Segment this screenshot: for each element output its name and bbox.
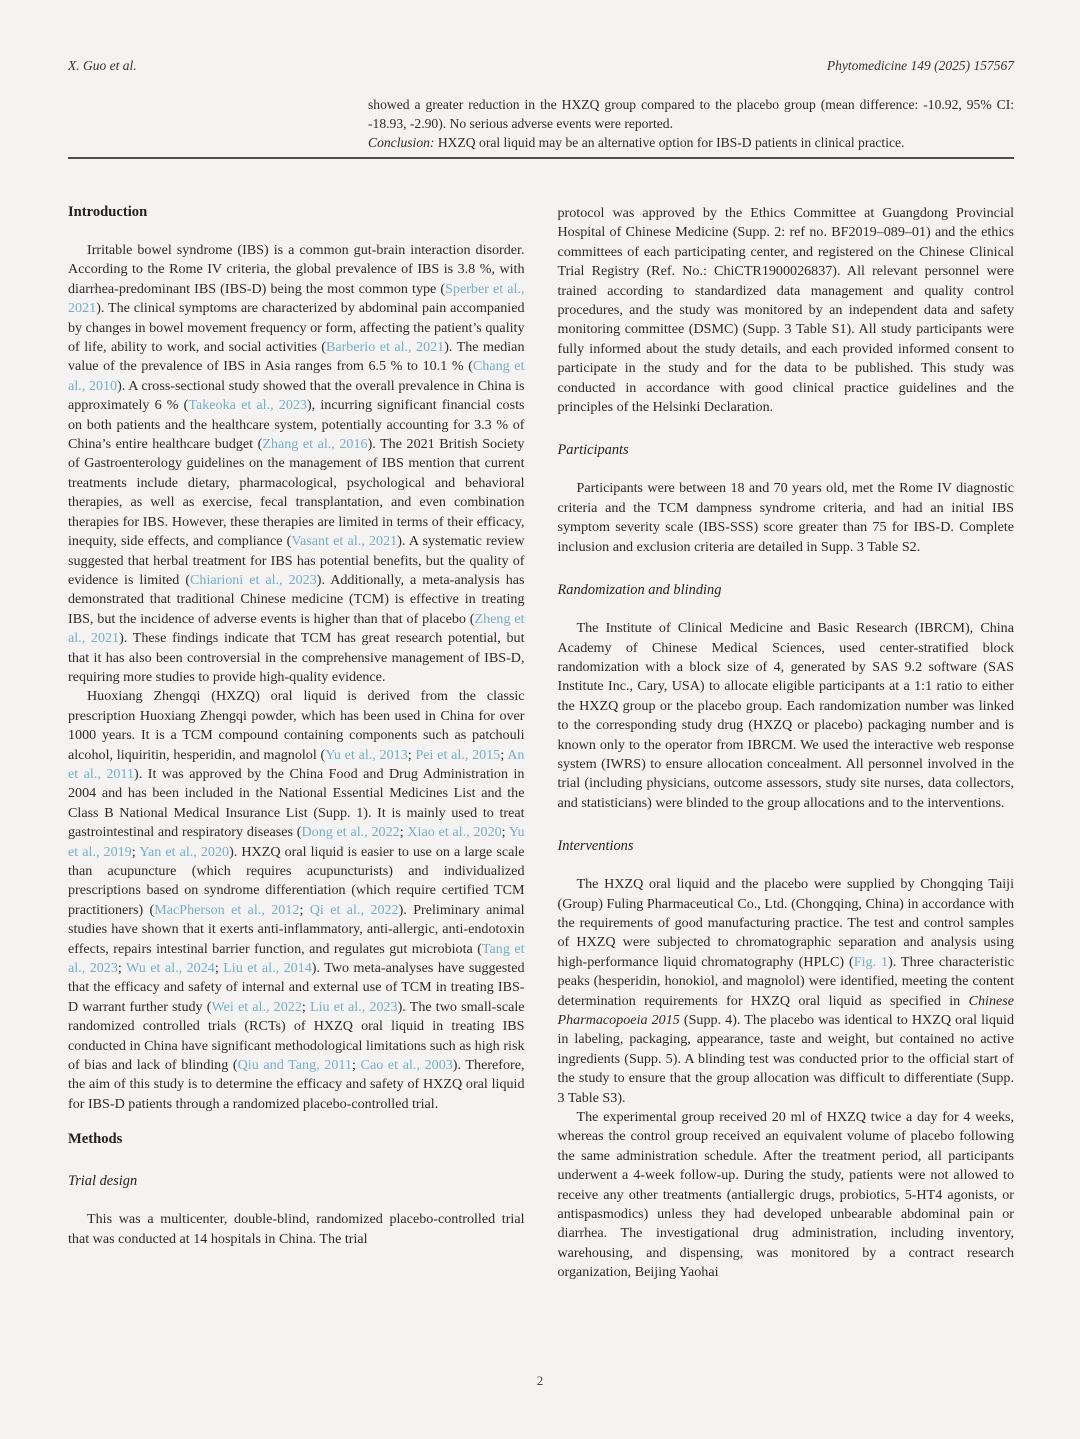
header-divider [68, 157, 1014, 159]
text-run: ). It was approved by the China Food and Drug Administration in 2004 and has been included in the National Essential Medicines List and the Class B National Medical Insurance List (Supp. 1). It is mainly used to treat gastrointestinal and respiratory diseases ( [68, 765, 525, 841]
text-run: ). Therefore, the aim of this study is to determine the efficacy and safety of HXZQ oral liquid for IBS-D patients through a randomized placebo-controlled trial. [68, 1057, 525, 1112]
italic-text: Chinese Pharmacopoeia 2015 [557, 992, 1014, 1028]
citation-link[interactable]: Yu et al., 2013 [325, 746, 408, 763]
conclusion-label: Conclusion: [368, 135, 435, 151]
paragraph [558, 619, 1015, 813]
text-run: ). Additionally, a meta-analysis has demonstrated that traditional Chinese medicine (TCM) is effective in treating IBS, but the incidence of adverse events is higher than that of placebo ( [68, 571, 525, 627]
citation-link[interactable]: Yu et al., 2019 [68, 824, 525, 860]
subsection-heading: Trial design [68, 1173, 138, 1190]
text-run: ). These findings indicate that TCM has great research potential, but that it has also been controversial in the comprehensive management of IBS-D, requiring more studies to provide high-quality evidence. [68, 630, 525, 685]
text-run: The Institute of Clinical Medicine and Basic Research (IBRCM), China Academy of Chinese Medical Sciences, used center-stratified block randomization with a block size of 4, generated by SAS 9.2 software (SAS Institute Inc., Cary, USA) to allocate eligible participants at a 1:1 ratio to either the HXZQ group or the placebo group. Each randomization number was linked to the corresponding study drug (HXZQ or placebo) packaging number and is known only to the operator from IBRCM. We used the interactive web response system (IWRS) to ensure allocation concealment. All personnel involved in the trial (including physicians, outcome assessors, study site nurses, data collectors, and statisticians) were blinded to the group allocations and to the interventions. [557, 620, 1014, 811]
citation-link[interactable]: Chang et al., 2010 [68, 358, 525, 394]
citation-link[interactable]: Wu et al., 2024 [126, 960, 215, 977]
citation-link[interactable]: Wei et al., 2022 [211, 998, 302, 1015]
section-heading: Introduction [68, 204, 148, 220]
paragraph [558, 479, 1015, 557]
section-heading: Methods [68, 1131, 123, 1148]
conclusion-text: HXZQ oral liquid may be an alternative option for IBS-D patients in clinical practice. [434, 135, 905, 151]
citation-link[interactable]: MacPherson et al., 2012 [154, 901, 300, 918]
paragraph [558, 1108, 1015, 1283]
paragraph [558, 875, 1015, 1108]
citation-link[interactable]: Takeoka et al., 2023 [188, 397, 307, 414]
text-run: ), incurring significant financial costs on both patients and the healthcare system, potentially accounting for 3.3 % of China’s entire healthcare budget ( [68, 397, 525, 453]
citation-link[interactable]: Barberio et al., 2021 [325, 339, 445, 356]
text-run: The experimental group received 20 ml of HXZQ twice a day for 4 weeks, whereas the control group received an equivalent volume of placebo following the same administration schedule. After the treatment period, all participants underwent a 4-week follow-up. During the study, patients were not allowed to receive any other treatments (antiallergic drugs, probiotics, 5-HT4 agonists, or antispasmodics) unless they had developed unbearable abdominal pain or diarrhea. The investigational drug administration, including inventory, warehousing, and dispensing, was monitored by a contract research organization, Beijing Yaohai [557, 1109, 1014, 1281]
citation-link[interactable]: Chiarioni et al., 2023 [190, 571, 317, 588]
text-run: Irritable bowel syndrome (IBS) is a common gut-brain interaction disorder. According to the Rome IV criteria, the global prevalence of IBS is 3.8 %, with diarrhea-predominant IBS (IBS-D) being the most common type ( [68, 242, 525, 297]
citation-link[interactable]: Dong et al., 2022 [301, 824, 400, 841]
citation-link[interactable]: Tang et al., 2023 [68, 940, 525, 977]
text-run: ; [351, 1057, 361, 1074]
text-run: The HXZQ oral liquid and the placebo were supplied by Chongqing Taiji (Group) Fuling Pharmaceutical Co., Ltd. (Chongqing, China) in accordance with the requirements of good manufacturing practice. The test and control samples of HXZQ were subjected to chromatographic separation and analysis using high-performance liquid chromatography (HPLC) ( [557, 876, 1014, 970]
citation-link[interactable]: Qiu and Tang, 2011 [237, 1057, 352, 1074]
citation-link[interactable]: Fig. 1 [853, 953, 889, 970]
text-run: ; [399, 824, 408, 841]
page-number: 2 [536, 1373, 544, 1388]
header-author: X. Guo et al. [68, 58, 137, 73]
text-run: ). The median value of the prevalence of IBS in Asia ranges from 6.5 % to 10.1 % ( [68, 339, 525, 375]
text-run: Participants were between 18 and 70 years old, met the Rome IV diagnostic criteria and the TCM dampness syndrome criteria, and had an initial IBS symptom severity scale (IBS-SSS) score greater than 75 for IBS-D. Complete inclusion and exclusion criteria are detailed in Supp. 3 Table S2. [557, 480, 1014, 555]
text-run: ). A cross-sectional study showed that the overall prevalence in China is approximately 6 % ( [68, 377, 525, 414]
text-run: ; [500, 746, 508, 763]
header-journal: Phytomedicine 149 (2025) 157567 [826, 58, 1014, 73]
text-run: ; [117, 960, 127, 977]
citation-link[interactable]: An et al., 2011 [68, 746, 525, 782]
abstract-continuation [368, 95, 1014, 153]
text-run: ; [299, 901, 310, 918]
text-run: (Supp. 4). The placebo was identical to HXZQ oral liquid in labeling, packaging, appearance, taste and weight, but contained no active ingredients (Supp. 5). A blinding test was conducted prior to the official start of the study to ensure that the group allocation was difficult to differentiate (Supp. 3 Table S3). [557, 1012, 1014, 1106]
abstract-conclusion [368, 133, 1014, 152]
citation-link[interactable]: Liu et al., 2023 [309, 998, 398, 1015]
left-column [68, 204, 525, 1283]
right-column [558, 204, 1015, 1283]
citation-link[interactable]: Sperber et al., 2021 [68, 280, 525, 317]
subsection-heading: Participants [557, 442, 629, 459]
paragraph [68, 241, 525, 687]
text-run: ). The clinical symptoms are characterized by abdominal pain accompanied by changes in bowel movement frequency or form, affecting the patient’s quality of life, ability to work, and social activities ( [68, 300, 525, 356]
citation-link[interactable]: Vasant et al., 2021 [291, 533, 398, 550]
text-run: Huoxiang Zhengqi (HXZQ) oral liquid is derived from the classic prescription Huoxiang Zhengqi powder, which has been used in China for over 1000 years. It is a TCM compound containing components such as patchouli alcohol, liquiritin, hesperidin, and magnolol ( [68, 688, 525, 763]
citation-link[interactable]: Xiao et al., 2020 [407, 824, 502, 841]
text-run: ; [214, 960, 224, 977]
running-header [68, 58, 1014, 74]
citation-link[interactable]: Cao et al., 2003 [360, 1057, 453, 1074]
subsection-heading: Randomization and blinding [557, 582, 722, 599]
text-run: ). Three characteristic peaks (hesperidin, honokiol, and magnolol) were identified, meeting the content determination requirements for HXZQ oral liquid as specified in [557, 953, 1014, 1009]
text-run: ; [501, 824, 509, 841]
text-run: This was a multicenter, double-blind, randomized placebo-controlled trial that was conducted at 14 hospitals in China. The trial [68, 1211, 525, 1247]
subsection-heading: Interventions [557, 838, 634, 855]
paragraph [68, 687, 525, 1114]
text-run: protocol was approved by the Ethics Committee at Guangdong Provincial Hospital of Chinese Medicine (Supp. 2: ref no. BF2019–089–01) and the ethics committees of each participating center, and registered on the Chinese Clinical Trial Registry (Ref. No.: ChiCTR1900026837). All relevant personnel were trained according to standardized data management and quality control procedures, and the study was monitored by an independent data and safety monitoring committee (DSMC) (Supp. 3 Table S1). All study participants were fully informed about the study details, and each provided informed consent to participate in the study and for the data to be published. This study was conducted in accordance with good clinical practice guidelines and the principles of the Helsinki Declaration. [557, 205, 1014, 416]
text-run: ; [301, 998, 310, 1015]
citation-link[interactable]: Zheng et al., 2021 [68, 610, 525, 647]
paragraph [558, 204, 1015, 417]
text-run: ). The 2021 British Society of Gastroenterology guidelines on the management of IBS mention that current treatments include dietary, pharmacological, psychological and behavioral therapies, as well as exercise, fecal transplantation, and even combination therapies for IBS. However, these therapies are limited in terms of their efficacy, inequity, side effects, and compliance ( [68, 436, 525, 550]
paragraph [68, 1210, 525, 1249]
text-run: ). HXZQ oral liquid is easier to use on a large scale than acupuncture (which requires acupuncturists) and individualized prescriptions based on syndrome differentiation (which require certified TCM practitioners) ( [68, 843, 525, 918]
text-run: ). Preliminary animal studies have shown that it exerts anti-inflammatory, anti-allergic, anti-endotoxin effects, repairs intestinal barrier function, and regulates gut microbiota ( [68, 901, 525, 957]
text-run: ). A systematic review suggested that herbal treatment for IBS has potential benefits, but the quality of evidence is limited ( [68, 533, 525, 588]
text-run: ). The two small-scale randomized controlled trials (RCTs) of HXZQ oral liquid in treating IBS conducted in China have significant methodological limitations such as high risk of bias and lack of blinding ( [68, 998, 525, 1074]
citation-link[interactable]: Qi et al., 2022 [309, 901, 399, 918]
text-run: ). Two meta-analyses have suggested that the efficacy and safety of internal and external use of TCM in treating IBS-D warrant further study ( [68, 960, 525, 1015]
text-run: ; [407, 746, 416, 763]
text-run: ; [131, 843, 140, 860]
article-body [68, 204, 1014, 1283]
citation-link[interactable]: Pei et al., 2015 [415, 746, 501, 763]
citation-link[interactable]: Zhang et al., 2016 [262, 436, 368, 453]
citation-link[interactable]: Liu et al., 2014 [223, 960, 312, 977]
citation-link[interactable]: Yan et al., 2020 [139, 843, 230, 860]
page-footer [0, 1373, 1080, 1389]
abstract-results-text: showed a greater reduction in the HXZQ group compared to the placebo group (mean difference: -10.92, 95% CI: -18.93, -2.90). No serious adverse events were reported. [368, 97, 1014, 132]
